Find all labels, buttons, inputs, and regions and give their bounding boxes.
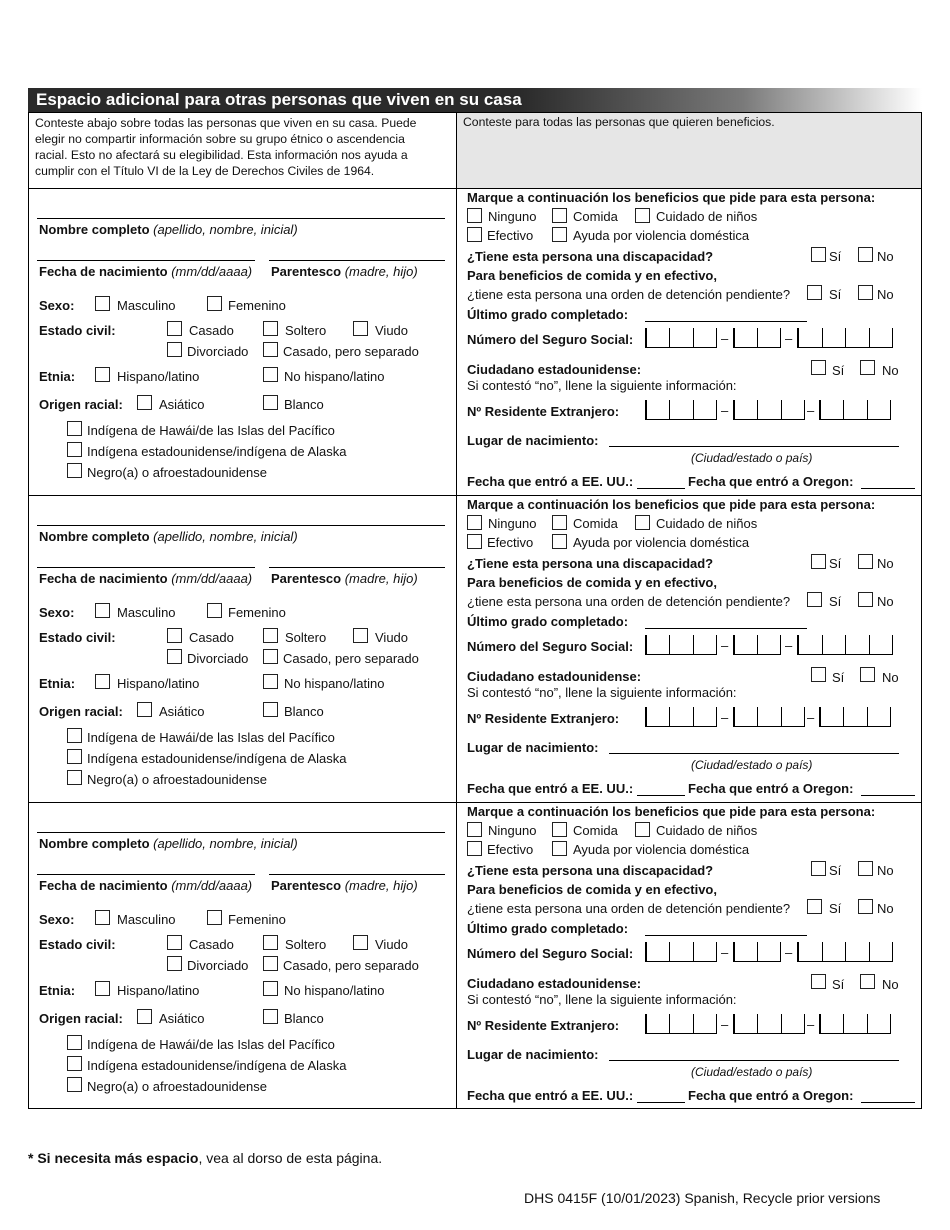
alien-dash-1: – <box>721 1017 729 1032</box>
sex-male-checkbox[interactable] <box>95 910 110 925</box>
entry-us-input[interactable] <box>637 1102 685 1103</box>
sex-male-checkbox[interactable] <box>95 603 110 618</box>
cash-checkbox[interactable] <box>467 841 482 856</box>
separated-checkbox[interactable] <box>263 342 278 357</box>
full-name-input[interactable] <box>37 218 445 219</box>
food-label: Comida <box>573 516 618 531</box>
ssn-dash-2: – <box>785 945 793 960</box>
ssn-dash-1: – <box>721 331 729 346</box>
dob-input[interactable] <box>37 874 255 875</box>
full-name-label: Nombre completo (apellido, nombre, inicial) <box>39 836 298 851</box>
divorced-label: Divorciado <box>187 958 249 973</box>
entry-us-label: Fecha que entró a EE. UU.: <box>467 781 634 796</box>
disability-yes-label: Sí <box>829 249 842 264</box>
benefits-label: Marque a continuación los beneficios que pide para esta persona: <box>467 497 876 512</box>
citizen-no-label: No <box>882 670 899 685</box>
cash-checkbox[interactable] <box>467 227 482 242</box>
full-name-label: Nombre completo (apellido, nombre, inicial) <box>39 529 298 544</box>
grade-input[interactable] <box>645 628 807 629</box>
dob-input[interactable] <box>37 567 255 568</box>
sex-female-label: Femenino <box>228 912 286 927</box>
separated-label: Casado, pero separado <box>283 651 419 666</box>
form-number: DHS 0415F (10/01/2023) Spanish, Recycle prior versions <box>524 1190 881 1206</box>
grade-label: Último grado completado: <box>467 921 629 936</box>
citizen-yes-label: Sí <box>832 670 845 685</box>
sex-male-label: Masculino <box>117 298 176 313</box>
alien-label: Nº Residente Extranjero: <box>467 404 620 419</box>
alien-part-1[interactable] <box>645 1014 717 1034</box>
divorced-checkbox[interactable] <box>167 956 182 971</box>
dob-label: Fecha de nacimiento (mm/dd/aaaa) <box>39 264 253 279</box>
separated-label: Casado, pero separado <box>283 958 419 973</box>
asian-checkbox[interactable] <box>137 702 152 717</box>
none-checkbox[interactable] <box>467 208 482 223</box>
alien-dash-1: – <box>721 403 729 418</box>
full-name-input[interactable] <box>37 832 445 833</box>
hispanic-label: Hispano/latino <box>117 983 200 998</box>
entry-or-label: Fecha que entró a Oregon: <box>688 1088 854 1103</box>
person-benefits <box>457 802 921 1109</box>
sex-female-checkbox[interactable] <box>207 910 222 925</box>
none-label: Ninguno <box>488 823 537 838</box>
asian-label: Asiático <box>159 1011 205 1026</box>
disability-no-label: No <box>877 556 894 571</box>
relation-label: Parentesco (madre, hijo) <box>271 878 418 893</box>
single-label: Soltero <box>285 630 327 645</box>
birthplace-hint: (Ciudad/estado o país) <box>691 1065 813 1079</box>
non-hispanic-checkbox[interactable] <box>263 674 278 689</box>
dv-help-label: Ayuda por violencia doméstica <box>573 535 750 550</box>
dob-label: Fecha de nacimiento (mm/dd/aaaa) <box>39 571 253 586</box>
ssn-part-1[interactable] <box>645 328 717 348</box>
food-label: Comida <box>573 209 618 224</box>
ssn-label: Número del Seguro Social: <box>467 639 634 654</box>
white-label: Blanco <box>284 704 324 719</box>
native-american-checkbox[interactable] <box>67 442 82 457</box>
alien-part-3[interactable] <box>819 1014 891 1034</box>
widowed-checkbox[interactable] <box>353 321 368 336</box>
married-checkbox[interactable] <box>167 935 182 950</box>
person-demographics <box>29 495 457 802</box>
dv-help-checkbox[interactable] <box>552 841 567 856</box>
grade-input[interactable] <box>645 321 807 322</box>
citizen-label: Ciudadano estadounidense: <box>467 362 642 377</box>
ssn-part-2[interactable] <box>733 635 781 655</box>
divorced-label: Divorciado <box>187 344 249 359</box>
race-label: Origen racial: <box>39 1011 123 1026</box>
white-checkbox[interactable] <box>263 1009 278 1024</box>
marital-label: Estado civil: <box>39 323 116 338</box>
married-checkbox[interactable] <box>167 628 182 643</box>
dob-label: Fecha de nacimiento (mm/dd/aaaa) <box>39 878 253 893</box>
hawaiian-checkbox[interactable] <box>67 728 82 743</box>
intro-row <box>29 113 921 189</box>
childcare-label: Cuidado de niños <box>656 516 758 531</box>
none-checkbox[interactable] <box>467 515 482 530</box>
relation-input[interactable] <box>269 874 445 875</box>
disability-no-checkbox[interactable] <box>858 861 873 876</box>
alien-part-3[interactable] <box>819 707 891 727</box>
separated-checkbox[interactable] <box>263 956 278 971</box>
widowed-checkbox[interactable] <box>353 935 368 950</box>
native-american-checkbox[interactable] <box>67 749 82 764</box>
warrant-yes-checkbox[interactable] <box>807 899 822 914</box>
citizen-no-checkbox[interactable] <box>860 974 875 989</box>
ssn-dash-1: – <box>721 945 729 960</box>
sex-female-label: Femenino <box>228 605 286 620</box>
entry-us-label: Fecha que entró a EE. UU.: <box>467 1088 634 1103</box>
single-checkbox[interactable] <box>263 935 278 950</box>
relation-label: Parentesco (madre, hijo) <box>271 264 418 279</box>
citizen-yes-label: Sí <box>832 977 845 992</box>
hispanic-checkbox[interactable] <box>95 674 110 689</box>
relation-label: Parentesco (madre, hijo) <box>271 571 418 586</box>
disability-yes-label: Sí <box>829 556 842 571</box>
disability-question: ¿Tiene esta persona una discapacidad? <box>467 249 714 264</box>
marital-label: Estado civil: <box>39 630 116 645</box>
sex-label: Sexo: <box>39 605 75 620</box>
food-checkbox[interactable] <box>552 822 567 837</box>
ssn-dash-2: – <box>785 331 793 346</box>
hispanic-checkbox[interactable] <box>95 367 110 382</box>
sex-female-checkbox[interactable] <box>207 296 222 311</box>
asian-label: Asiático <box>159 397 205 412</box>
person-block-3 <box>29 802 921 1109</box>
ethnicity-label: Etnia: <box>39 983 76 998</box>
birthplace-label: Lugar de nacimiento: <box>467 740 599 755</box>
cash-label: Efectivo <box>487 535 534 550</box>
footnote <box>28 1150 382 1166</box>
widowed-checkbox[interactable] <box>353 628 368 643</box>
sex-label: Sexo: <box>39 298 75 313</box>
native-american-checkbox[interactable] <box>67 1056 82 1071</box>
white-checkbox[interactable] <box>263 395 278 410</box>
single-checkbox[interactable] <box>263 628 278 643</box>
warrant-no-checkbox[interactable] <box>858 592 873 607</box>
warrant-question-2: ¿tiene esta persona una orden de detención pendiente? <box>467 287 791 302</box>
race-label: Origen racial: <box>39 704 123 719</box>
full-name-label: Nombre completo (apellido, nombre, inicial) <box>39 222 298 237</box>
citizen-yes-checkbox[interactable] <box>811 667 826 682</box>
alien-label: Nº Residente Extranjero: <box>467 1018 620 1033</box>
ethnicity-label: Etnia: <box>39 676 76 691</box>
native-american-label: Indígena estadounidense/indígena de Alaska <box>87 444 347 459</box>
ssn-part-3[interactable] <box>797 328 893 348</box>
entry-us-input[interactable] <box>637 488 685 489</box>
childcare-checkbox[interactable] <box>635 822 650 837</box>
disability-yes-label: Sí <box>829 863 842 878</box>
non-hispanic-label: No hispano/latino <box>284 676 385 691</box>
birthplace-input[interactable] <box>609 1060 899 1061</box>
footnote-rest: , vea al dorso de esta página. <box>198 1150 383 1166</box>
black-checkbox[interactable] <box>67 463 82 478</box>
ssn-part-1[interactable] <box>645 635 717 655</box>
none-label: Ninguno <box>488 516 537 531</box>
citizen-label: Ciudadano estadounidense: <box>467 669 642 684</box>
white-label: Blanco <box>284 1011 324 1026</box>
warrant-yes-label: Sí <box>829 287 842 302</box>
warrant-no-label: No <box>877 901 894 916</box>
single-label: Soltero <box>285 937 327 952</box>
ssn-part-2[interactable] <box>733 942 781 962</box>
warrant-no-label: No <box>877 594 894 609</box>
ssn-label: Número del Seguro Social: <box>467 946 634 961</box>
native-american-label: Indígena estadounidense/indígena de Alaska <box>87 751 347 766</box>
intro-left-text <box>29 113 457 188</box>
divorced-checkbox[interactable] <box>167 342 182 357</box>
alien-part-2[interactable] <box>733 400 805 420</box>
sex-female-checkbox[interactable] <box>207 603 222 618</box>
none-checkbox[interactable] <box>467 822 482 837</box>
alien-dash-2: – <box>807 710 815 725</box>
person-separator <box>29 802 921 803</box>
hawaiian-label: Indígena de Hawái/de las Islas del Pacífico <box>87 423 335 438</box>
non-hispanic-checkbox[interactable] <box>263 367 278 382</box>
entry-or-label: Fecha que entró a Oregon: <box>688 474 854 489</box>
household-form <box>28 112 922 1109</box>
widowed-label: Viudo <box>375 323 409 338</box>
hispanic-checkbox[interactable] <box>95 981 110 996</box>
alien-dash-1: – <box>721 710 729 725</box>
alien-part-2[interactable] <box>733 1014 805 1034</box>
citizen-note: Si contestó “no”, llene la siguiente información: <box>467 378 737 393</box>
disability-yes-checkbox[interactable] <box>811 861 826 876</box>
disability-yes-checkbox[interactable] <box>811 554 826 569</box>
sex-male-checkbox[interactable] <box>95 296 110 311</box>
warrant-question-1: Para beneficios de comida y en efectivo, <box>467 575 717 590</box>
warrant-yes-checkbox[interactable] <box>807 285 822 300</box>
benefits-label: Marque a continuación los beneficios que pide para esta persona: <box>467 190 876 205</box>
birthplace-input[interactable] <box>609 753 899 754</box>
citizen-note: Si contestó “no”, llene la siguiente información: <box>467 992 737 1007</box>
ssn-dash-2: – <box>785 638 793 653</box>
childcare-label: Cuidado de niños <box>656 823 758 838</box>
grade-input[interactable] <box>645 935 807 936</box>
ssn-label: Número del Seguro Social: <box>467 332 634 347</box>
citizen-label: Ciudadano estadounidense: <box>467 976 642 991</box>
marital-label: Estado civil: <box>39 937 116 952</box>
warrant-question-1: Para beneficios de comida y en efectivo, <box>467 882 717 897</box>
warrant-question-2: ¿tiene esta persona una orden de detención pendiente? <box>467 901 791 916</box>
ssn-part-2[interactable] <box>733 328 781 348</box>
black-checkbox[interactable] <box>67 1077 82 1092</box>
white-label: Blanco <box>284 397 324 412</box>
alien-dash-2: – <box>807 403 815 418</box>
warrant-no-checkbox[interactable] <box>858 899 873 914</box>
citizen-yes-label: Sí <box>832 363 845 378</box>
cash-label: Efectivo <box>487 842 534 857</box>
intro-line: Conteste abajo sobre todas las personas que viven en su casa. Puede <box>35 116 417 130</box>
sex-male-label: Masculino <box>117 912 176 927</box>
warrant-no-checkbox[interactable] <box>858 285 873 300</box>
citizen-no-checkbox[interactable] <box>860 667 875 682</box>
birthplace-hint: (Ciudad/estado o país) <box>691 758 813 772</box>
cash-label: Efectivo <box>487 228 534 243</box>
citizen-note: Si contestó “no”, llene la siguiente información: <box>467 685 737 700</box>
white-checkbox[interactable] <box>263 702 278 717</box>
alien-part-1[interactable] <box>645 707 717 727</box>
black-label: Negro(a) o afroestadounidense <box>87 772 267 787</box>
childcare-label: Cuidado de niños <box>656 209 758 224</box>
none-label: Ninguno <box>488 209 537 224</box>
disability-no-checkbox[interactable] <box>858 554 873 569</box>
citizen-no-label: No <box>882 363 899 378</box>
person-demographics <box>29 802 457 1109</box>
entry-us-input[interactable] <box>637 795 685 796</box>
married-label: Casado <box>189 323 234 338</box>
warrant-yes-label: Sí <box>829 594 842 609</box>
dv-help-checkbox[interactable] <box>552 534 567 549</box>
entry-or-label: Fecha que entró a Oregon: <box>688 781 854 796</box>
person-block-1 <box>29 188 921 495</box>
warrant-question-1: Para beneficios de comida y en efectivo, <box>467 268 717 283</box>
intro-right-text: Conteste para todas las personas que quieren beneficios. <box>457 113 921 188</box>
ssn-dash-1: – <box>721 638 729 653</box>
black-label: Negro(a) o afroestadounidense <box>87 1079 267 1094</box>
food-label: Comida <box>573 823 618 838</box>
divorced-label: Divorciado <box>187 651 249 666</box>
ssn-part-1[interactable] <box>645 942 717 962</box>
single-checkbox[interactable] <box>263 321 278 336</box>
birthplace-label: Lugar de nacimiento: <box>467 1047 599 1062</box>
black-checkbox[interactable] <box>67 770 82 785</box>
entry-or-input[interactable] <box>861 795 915 796</box>
relation-input[interactable] <box>269 260 445 261</box>
childcare-checkbox[interactable] <box>635 515 650 530</box>
sex-label: Sexo: <box>39 912 75 927</box>
non-hispanic-label: No hispano/latino <box>284 369 385 384</box>
widowed-label: Viudo <box>375 937 409 952</box>
birthplace-hint: (Ciudad/estado o país) <box>691 451 813 465</box>
non-hispanic-label: No hispano/latino <box>284 983 385 998</box>
married-label: Casado <box>189 630 234 645</box>
childcare-checkbox[interactable] <box>635 208 650 223</box>
footnote-bold: * Si necesita más espacio <box>28 1150 199 1166</box>
section-title: Espacio adicional para otras personas que viven en su casa <box>28 88 922 112</box>
citizen-no-checkbox[interactable] <box>860 360 875 375</box>
ethnicity-label: Etnia: <box>39 369 76 384</box>
benefits-label: Marque a continuación los beneficios que pide para esta persona: <box>467 804 876 819</box>
disability-no-checkbox[interactable] <box>858 247 873 262</box>
relation-input[interactable] <box>269 567 445 568</box>
native-american-label: Indígena estadounidense/indígena de Alaska <box>87 1058 347 1073</box>
intro-line: racial. Esto no afectará su elegibilidad. Esta información nos ayuda a <box>35 148 408 162</box>
dv-help-checkbox[interactable] <box>552 227 567 242</box>
disability-no-label: No <box>877 249 894 264</box>
entry-or-input[interactable] <box>861 1102 915 1103</box>
hawaiian-checkbox[interactable] <box>67 1035 82 1050</box>
alien-part-1[interactable] <box>645 400 717 420</box>
disability-question: ¿Tiene esta persona una discapacidad? <box>467 556 714 571</box>
sex-female-label: Femenino <box>228 298 286 313</box>
separated-checkbox[interactable] <box>263 649 278 664</box>
warrant-yes-checkbox[interactable] <box>807 592 822 607</box>
ssn-part-3[interactable] <box>797 635 893 655</box>
person-benefits <box>457 495 921 802</box>
hispanic-label: Hispano/latino <box>117 369 200 384</box>
alien-part-3[interactable] <box>819 400 891 420</box>
full-name-input[interactable] <box>37 525 445 526</box>
person-demographics <box>29 188 457 495</box>
grade-label: Último grado completado: <box>467 307 629 322</box>
food-checkbox[interactable] <box>552 208 567 223</box>
disability-no-label: No <box>877 863 894 878</box>
dv-help-label: Ayuda por violencia doméstica <box>573 842 750 857</box>
dob-input[interactable] <box>37 260 255 261</box>
hawaiian-label: Indígena de Hawái/de las Islas del Pacífico <box>87 1037 335 1052</box>
warrant-yes-label: Sí <box>829 901 842 916</box>
person-block-2 <box>29 495 921 802</box>
citizen-no-label: No <box>882 977 899 992</box>
asian-checkbox[interactable] <box>137 1009 152 1024</box>
food-checkbox[interactable] <box>552 515 567 530</box>
divorced-checkbox[interactable] <box>167 649 182 664</box>
ssn-part-3[interactable] <box>797 942 893 962</box>
race-label: Origen racial: <box>39 397 123 412</box>
single-label: Soltero <box>285 323 327 338</box>
birthplace-input[interactable] <box>609 446 899 447</box>
citizen-yes-checkbox[interactable] <box>811 974 826 989</box>
person-benefits <box>457 188 921 495</box>
alien-dash-2: – <box>807 1017 815 1032</box>
black-label: Negro(a) o afroestadounidense <box>87 465 267 480</box>
asian-checkbox[interactable] <box>137 395 152 410</box>
intro-line: cumplir con el Título VI de la Ley de Derechos Civiles de 1964. <box>35 164 375 178</box>
asian-label: Asiático <box>159 704 205 719</box>
dv-help-label: Ayuda por violencia doméstica <box>573 228 750 243</box>
entry-or-input[interactable] <box>861 488 915 489</box>
hawaiian-label: Indígena de Hawái/de las Islas del Pacífico <box>87 730 335 745</box>
alien-label: Nº Residente Extranjero: <box>467 711 620 726</box>
hispanic-label: Hispano/latino <box>117 676 200 691</box>
birthplace-label: Lugar de nacimiento: <box>467 433 599 448</box>
warrant-no-label: No <box>877 287 894 302</box>
married-checkbox[interactable] <box>167 321 182 336</box>
sex-male-label: Masculino <box>117 605 176 620</box>
disability-yes-checkbox[interactable] <box>811 247 826 262</box>
cash-checkbox[interactable] <box>467 534 482 549</box>
alien-part-2[interactable] <box>733 707 805 727</box>
widowed-label: Viudo <box>375 630 409 645</box>
non-hispanic-checkbox[interactable] <box>263 981 278 996</box>
citizen-yes-checkbox[interactable] <box>811 360 826 375</box>
disability-question: ¿Tiene esta persona una discapacidad? <box>467 863 714 878</box>
entry-us-label: Fecha que entró a EE. UU.: <box>467 474 634 489</box>
grade-label: Último grado completado: <box>467 614 629 629</box>
married-label: Casado <box>189 937 234 952</box>
separated-label: Casado, pero separado <box>283 344 419 359</box>
warrant-question-2: ¿tiene esta persona una orden de detención pendiente? <box>467 594 791 609</box>
hawaiian-checkbox[interactable] <box>67 421 82 436</box>
intro-line: elegir no compartir información sobre su grupo étnico o ascendencia <box>35 132 405 146</box>
person-separator <box>29 495 921 496</box>
